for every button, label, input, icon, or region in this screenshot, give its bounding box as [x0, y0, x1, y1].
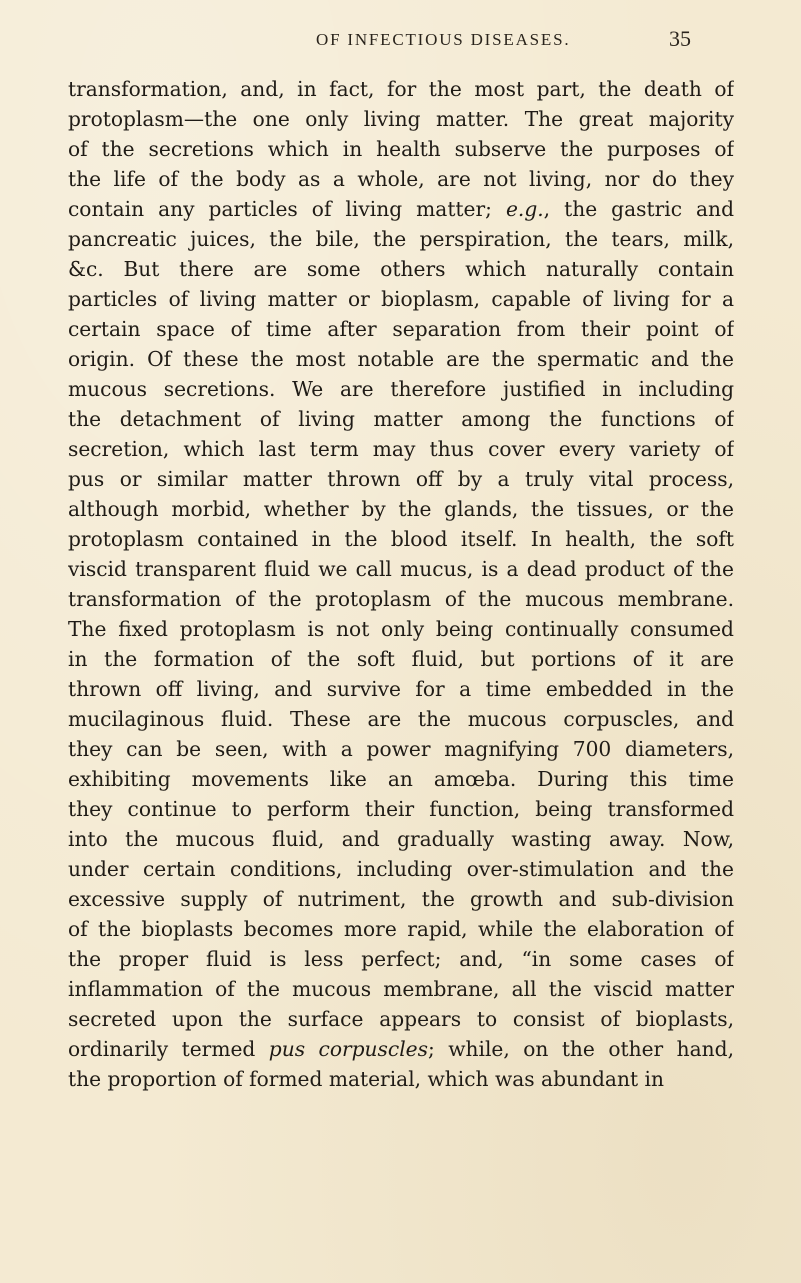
text-line: the proportion of formed material, which was abundant in — [68, 1067, 664, 1091]
running-title: OF INFECTIOUS DISEASES. — [316, 30, 571, 49]
text-line: the life of the body as a whole, are not living, nor do they — [68, 167, 734, 191]
text-line: thrown off living, and survive for a time embedded in the — [68, 677, 734, 701]
body-text — [68, 74, 734, 1094]
text-line: into the mucous fluid, and gradually wasting away. Now, — [68, 827, 734, 851]
text-line: under certain conditions, including over-stimulation and the — [68, 857, 734, 881]
text-line: certain space of time after separation from their point of — [68, 317, 734, 341]
text-line: mucilaginous fluid. These are the mucous corpuscles, and — [68, 707, 734, 731]
text-line: The fixed protoplasm is not only being continually consumed — [68, 617, 734, 641]
text-line: of the secretions which in health subserve the purposes of — [68, 137, 734, 161]
text-line: particles of living matter or bioplasm, capable of living for a — [68, 287, 734, 311]
text-line: protoplasm—the one only living matter. The great majority — [68, 107, 734, 131]
italic-phrase: pus corpuscles — [268, 1037, 428, 1061]
text-line: they continue to perform their function, being transformed — [68, 797, 734, 821]
text-line: pus or similar matter thrown off by a truly vital process, — [68, 467, 734, 491]
text-line: transformation of the protoplasm of the mucous membrane. — [68, 587, 734, 611]
text-line: secreted upon the surface appears to consist of bioplasts, — [68, 1007, 734, 1031]
italic-phrase: e.g. — [505, 197, 544, 221]
text-line: the proper fluid is less perfect; and, “in some cases of — [68, 947, 734, 971]
text-line: in the formation of the soft fluid, but portions of it are — [68, 647, 734, 671]
text-line: of the bioplasts becomes more rapid, while the elaboration of — [68, 917, 734, 941]
text-line: excessive supply of nutriment, the growth and sub-division — [68, 887, 734, 911]
text-line: they can be seen, with a power magnifying 700 diameters, — [68, 737, 734, 761]
text-line: secretion, which last term may thus cover every variety of — [68, 437, 734, 461]
running-head — [0, 26, 801, 54]
text-line: viscid transparent fluid we call mucus, is a dead product of the — [68, 557, 734, 581]
text-line: contain any particles of living matter; e.g., the gastric and — [68, 197, 734, 221]
text-line: mucous secretions. We are therefore justified in including — [68, 377, 734, 401]
text-line: origin. Of these the most notable are the spermatic and the — [68, 347, 734, 371]
text-line: pancreatic juices, the bile, the perspiration, the tears, milk, — [68, 227, 734, 251]
text-line: ordinarily termed pus corpuscles; while, on the other hand, — [68, 1037, 734, 1061]
text-line: exhibiting movements like an amœba. During this time — [68, 767, 734, 791]
text-line: protoplasm contained in the blood itself. In health, the soft — [68, 527, 734, 551]
text-line: transformation, and, in fact, for the most part, the death of — [68, 77, 734, 101]
page-number: 35 — [669, 26, 691, 51]
text-line: although morbid, whether by the glands, the tissues, or the — [68, 497, 734, 521]
text-line: &c. But there are some others which naturally contain — [68, 257, 734, 281]
text-line: inflammation of the mucous membrane, all the viscid matter — [68, 977, 734, 1001]
text-line: the detachment of living matter among the functions of — [68, 407, 734, 431]
